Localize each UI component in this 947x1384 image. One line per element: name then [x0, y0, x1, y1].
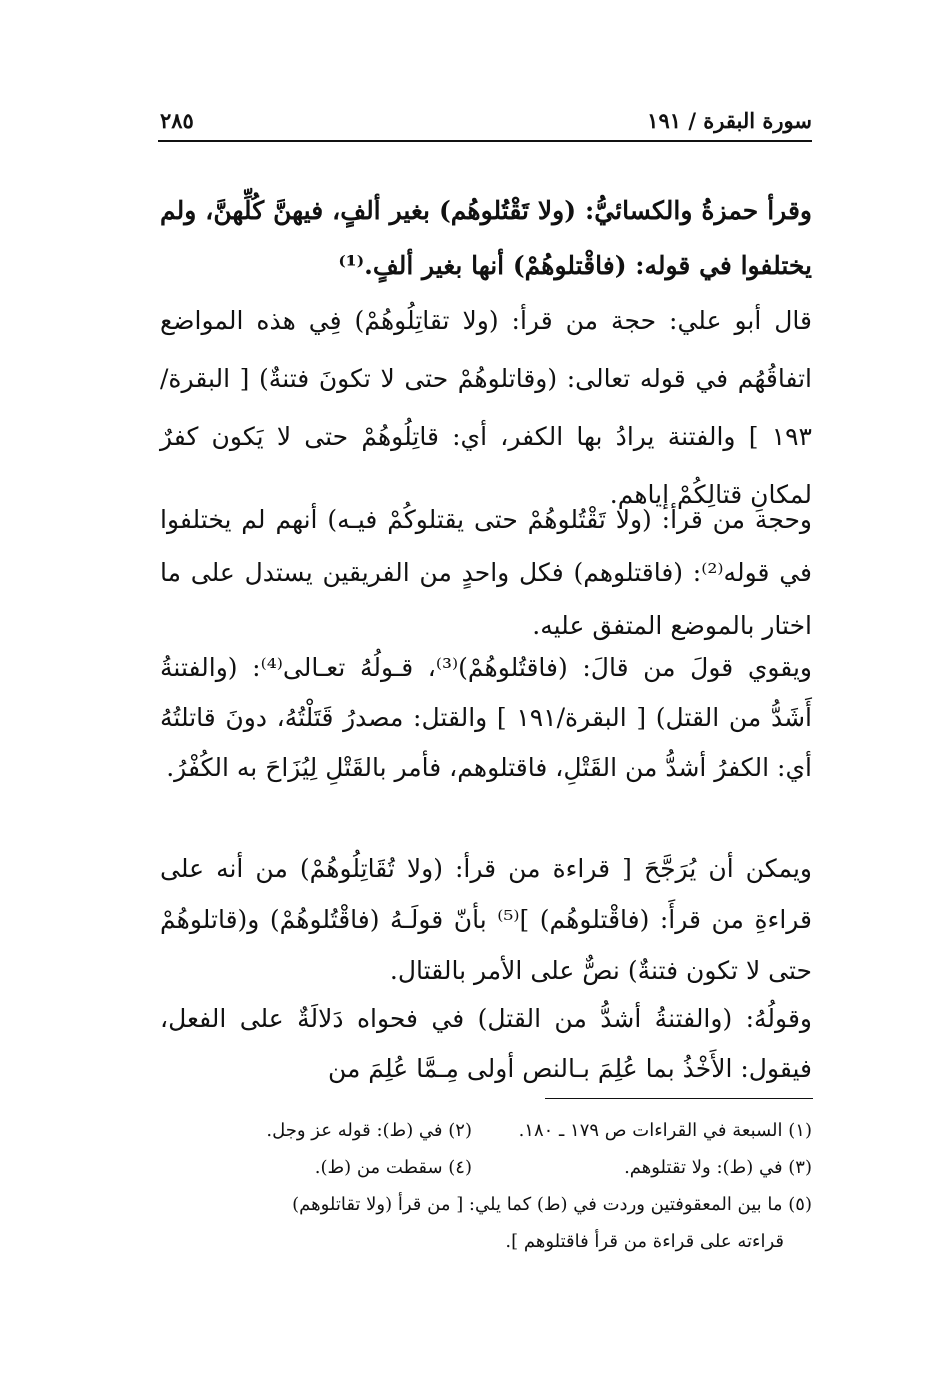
footnote-5-continued: قراءته على قراءة من قرأ فاقتلوهم ]. [505, 1231, 784, 1252]
footnote-3: (٣) في (ط): ولا تقتلوهم. [624, 1157, 812, 1178]
text-line: المواضع اتفاقُهُم في قوله تعالى: (وقاتلوهُمْ حتى لا تكونَ فتنةٌ) [160, 306, 812, 393]
footnote-row [160, 1149, 812, 1186]
text-line: يَكون كفرٌ لمكانِ قتالِكُمْ إياهم. [160, 422, 812, 509]
footnote-separator [545, 1098, 813, 1099]
paragraph-yumkin [160, 843, 812, 996]
footnote-5: (٥) ما بين المعقوفتين وردت في (ط) كما يلي: [ من قرأ (ولا تقاتلوهم) [292, 1194, 812, 1215]
text-line: وحجة من قرأ: (ولا تَقْتُلوهُمْ حتى يقتلوكُمْ فيـه) أنهم [275, 505, 812, 534]
running-header: سورة البقرة / ١٩١ [647, 108, 812, 133]
text-line: الفعل، فيقول: الأَخْذُ بما عُلِمَ بـالنص أولى مِـمَّا عُلِمَ من [160, 1004, 812, 1083]
text-line: كُلِّهنَّ، ولم يختلفوا في قوله: (فاقْتلوهُمْ) أنها بغير ألفٍ.⁽¹⁾ [160, 196, 812, 280]
footnote-row [160, 1112, 812, 1149]
footnotes [160, 1112, 812, 1260]
page-number: ٢٨٥ [160, 108, 194, 133]
text-line: و(قاتلوهُمْ حتى لا تكون فتنةٌ) نصٌّ على الأمر بالقتال. [160, 905, 812, 985]
text-line: ويقوي قولَ من قالَ: (فاقتُلوهُمْ)⁽³⁾، قـولُهُ تعـالى⁽⁴⁾: [252, 653, 812, 682]
text-line: لِيُزَاحَ به الكُفْرُ. [166, 753, 318, 782]
text-line: ويمكن أن يُرَجَّحَ [ قراءة من قرأ: (ولا تُقَاتِلُوهُمْ) من [255, 854, 812, 883]
text-line: دونَ قاتلتُهُ أي: الكفرُ أشدُّ من القَتْلِ، فاقتلوهم، فأمر بالقَتْلِ [160, 703, 812, 782]
footnote-2: (٢) في (ط): قوله عز وجل. [266, 1120, 472, 1141]
text-line: وقرأ حمزةُ والكسائيُّ: (ولا تَقْتُلوهُم) بغير ألفٍ، فيهنَّ [273, 196, 812, 225]
paragraph-abu-ali [160, 292, 812, 524]
text-line: أنه على قراءةِ من قرأَ: (فاقْتلوهُم) ]⁽⁵⁾ بأنّ قولَـهُ (فاقْتُلوهُمْ) [160, 854, 813, 934]
header-rule [158, 140, 812, 142]
text-line: قال أبو علي: حجة من قرأ: (ولا تقاتِلُوهُمْ) فِي هذه [256, 306, 812, 335]
paragraph-hujja [160, 493, 812, 652]
text-line: وقولُهُ: (والفتنةُ أشدُّ من القتل) في فحواه دَلالَةٌ على [239, 1004, 812, 1033]
paragraph-bold-reading [160, 183, 812, 293]
paragraph-yuqawwi [160, 643, 812, 793]
text-line: (والفتنةُ أَشَدُّ من القتل) [ البقرة/١٩١ ] والقتل: مصدرُ قَتَلْتُهُ، [160, 653, 812, 732]
text-line: [ البقرة/١٩٣ ] والفتنة يرادُ بها الكفر، أي: قاتِلُوهُمْ حتى لا [160, 364, 812, 451]
footnote-1: (١) السبعة في القراءات ص ١٧٩ ـ ١٨٠. [518, 1120, 812, 1141]
text-line: يستدل على ما اختار بالموضع المتفق عليه. [160, 558, 812, 640]
text-line: لم يختلفوا في قوله⁽²⁾: (فاقتلوهم) فكل واحدٍ من الفريقين [160, 505, 812, 587]
paragraph-qawluhu [160, 994, 812, 1094]
footnote-4: (٤) سقطت من (ط). [314, 1157, 472, 1178]
